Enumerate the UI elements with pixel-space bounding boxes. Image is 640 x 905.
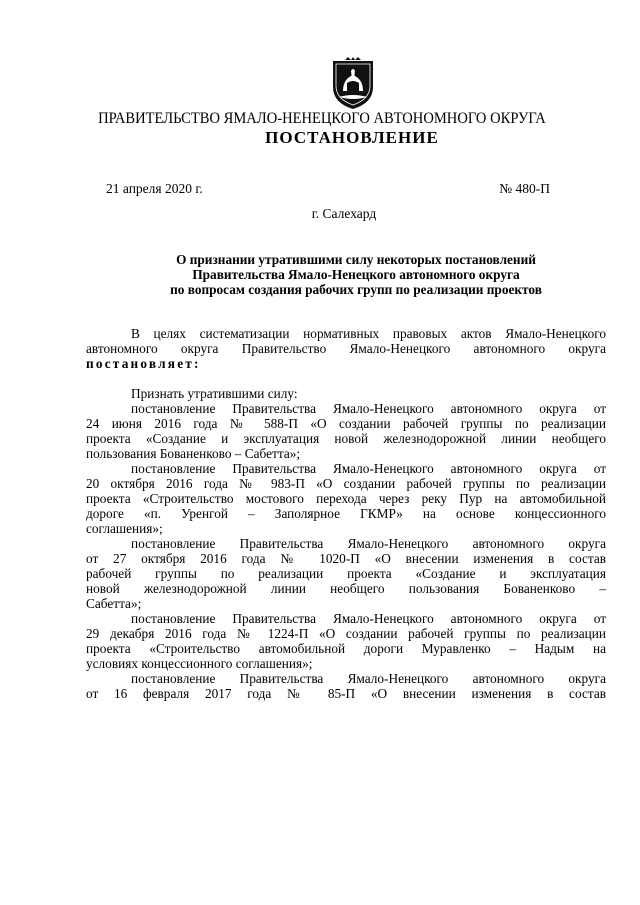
title-line: Правительства Ямало-Ненецкого автономного округа bbox=[192, 267, 520, 282]
list-item-line: проекта «Строительство мостового перехода через реку Пур на автомобильной bbox=[86, 491, 606, 506]
list-item-line: от 27 октября 2016 года № 1020-П «О внесении изменения в состав bbox=[86, 551, 606, 566]
list-item-line: 24 июня 2016 года № 588-П «О создании рабочей группы по реализации bbox=[86, 416, 606, 431]
title-line: О признании утратившими силу некоторых постановлений bbox=[176, 252, 536, 267]
document-type-heading: ПОСТАНОВЛЕНИЕ bbox=[265, 128, 439, 147]
list-item-line: пользования Бованенково – Сабетта»; bbox=[86, 446, 301, 461]
paragraph-gap bbox=[86, 371, 606, 386]
coat-of-arms-emblem bbox=[331, 57, 375, 111]
list-item-line: постановление Правительства Ямало-Ненецкого автономного округа bbox=[131, 536, 606, 551]
list-item-line: проекта «Строительство автомобильной дороги Муравленко – Надым на bbox=[86, 641, 606, 656]
list-item-line: Сабетта»; bbox=[86, 596, 142, 611]
list-item-line: новой железнодорожной линии необщего пользования Бованенково – bbox=[86, 581, 606, 596]
document-city: г. Салехард bbox=[311, 206, 377, 221]
body-line: В целях систематизации нормативных правовых актов Ямало-Ненецкого bbox=[131, 326, 606, 341]
document-number: № 480-П bbox=[499, 181, 550, 196]
list-item-line: от 16 февраля 2017 года № 85-П «О внесении изменения в состав bbox=[86, 686, 606, 701]
list-item-line: рабочей группы по реализации проекта «Создание и эксплуатация bbox=[86, 566, 606, 581]
list-item-line: соглашения»; bbox=[86, 521, 163, 536]
body-line: автономного округа Правительство Ямало-Ненецкого автономного округа bbox=[86, 341, 606, 356]
title-line: по вопросам создания рабочих групп по реализации проектов bbox=[170, 282, 542, 297]
list-item-line: постановление Правительства Ямало-Ненецкого автономного округа от bbox=[131, 401, 606, 416]
document-date: 21 апреля 2020 г. bbox=[106, 181, 203, 196]
resolution-keyword: постановляет: bbox=[86, 356, 201, 371]
document-title bbox=[110, 252, 602, 297]
list-item-line: постановление Правительства Ямало-Ненецкого автономного округа от bbox=[131, 461, 606, 476]
list-item-line: дороге «п. Уренгой – Заполярное ГКМР» на основе концессионного bbox=[86, 506, 606, 521]
body-line: Признать утратившими силу: bbox=[131, 386, 298, 401]
list-item-line: условиях концессионного соглашения»; bbox=[86, 656, 313, 671]
list-item-line: 29 декабря 2016 года № 1224-П «О создании рабочей группы по реализации bbox=[86, 626, 606, 641]
document-body bbox=[86, 326, 606, 701]
list-item-line: постановление Правительства Ямало-Ненецкого автономного округа bbox=[131, 671, 606, 686]
list-item-line: 20 октября 2016 года № 983-П «О создании рабочей группы по реализации bbox=[86, 476, 606, 491]
list-item-line: проекта «Создание и эксплуатация новой железнодорожной линии необщего bbox=[86, 431, 606, 446]
list-item-line: постановление Правительства Ямало-Ненецкого автономного округа от bbox=[131, 611, 606, 626]
government-name: ПРАВИТЕЛЬСТВО ЯМАЛО-НЕНЕЦКОГО АВТОНОМНОГО ОКРУГА bbox=[98, 110, 546, 127]
